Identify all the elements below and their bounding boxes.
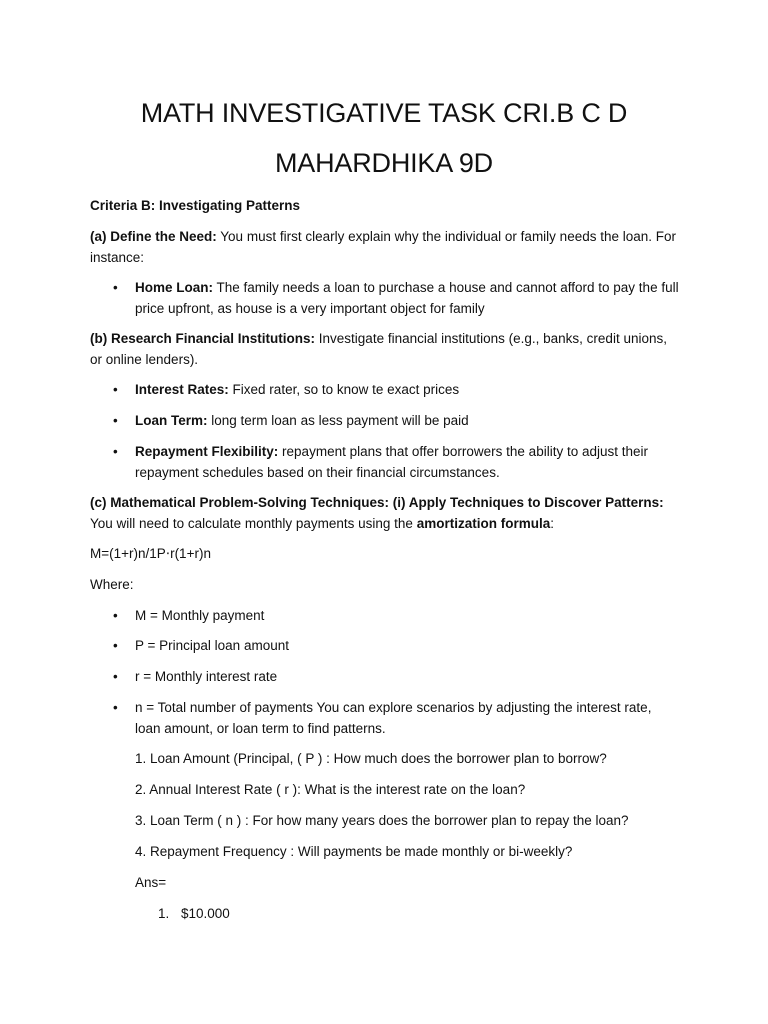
section-a-paragraph bbox=[90, 226, 680, 268]
answer-number: 1. bbox=[158, 906, 170, 921]
bullet-icon: • bbox=[113, 444, 118, 459]
bullet-icon: • bbox=[113, 382, 118, 397]
list-item bbox=[135, 379, 680, 400]
question-4: 4. Repayment Frequency : Will payments be made monthly or bi-weekly? bbox=[135, 844, 573, 859]
loan-term-label: Loan Term: bbox=[135, 413, 208, 428]
list-item: n = Total number of payments You can explore scenarios by adjusting the interest rate, loan amount, or loan term to find patterns. bbox=[135, 700, 652, 736]
formula: M=(1+r)n/1P⋅r(1+r)n bbox=[90, 546, 211, 561]
ans-label: Ans= bbox=[135, 875, 167, 890]
section-b-paragraph bbox=[90, 328, 680, 370]
amortization-formula-term: amortization formula bbox=[416, 516, 551, 531]
document-subtitle: MAHARDHIKA 9D bbox=[275, 148, 493, 178]
question-1: 1. Loan Amount (Principal, ( P ) : How much does the borrower plan to borrow? bbox=[135, 751, 607, 766]
list-item bbox=[135, 410, 680, 431]
bullet-icon: • bbox=[113, 608, 118, 623]
bullet-icon: • bbox=[113, 669, 118, 684]
section-c-label: (c) Mathematical Problem-Solving Techniques: (i) Apply Techniques to Discover Patterns: bbox=[90, 495, 664, 510]
answer-text: $10.000 bbox=[181, 906, 230, 921]
question-3: 3. Loan Term ( n ) : For how many years does the borrower plan to repay the loan? bbox=[135, 813, 629, 828]
section-c-colon: : bbox=[550, 516, 554, 531]
section-b-label: (b) Research Financial Institutions: bbox=[90, 331, 316, 346]
bullet-icon: • bbox=[113, 413, 118, 428]
repayment-flexibility-text: repayment plans that offer borrowers the ability to adjust their repayment schedules based on their financial circumstances. bbox=[135, 444, 648, 480]
home-loan-text: The family needs a loan to purchase a house and cannot afford to pay the full price upfront, as house is a very important object for family bbox=[135, 280, 679, 316]
home-loan-label: Home Loan: bbox=[135, 280, 214, 295]
list-item bbox=[135, 441, 680, 483]
criteria-heading: Criteria B: Investigating Patterns bbox=[90, 198, 301, 213]
list-item: r = Monthly interest rate bbox=[135, 669, 278, 684]
interest-rates-text: Fixed rater, so to know te exact prices bbox=[228, 382, 460, 397]
list-item bbox=[135, 277, 680, 319]
interest-rates-label: Interest Rates: bbox=[135, 382, 229, 397]
section-b-text: Investigate financial institutions (e.g., banks, credit unions, or online lenders). bbox=[90, 331, 667, 367]
section-c-text: You will need to calculate monthly payments using the bbox=[90, 516, 417, 531]
bullet-icon: • bbox=[113, 280, 118, 295]
where-label: Where: bbox=[90, 577, 134, 592]
list-item: M = Monthly payment bbox=[135, 608, 265, 623]
bullet-icon: • bbox=[113, 638, 118, 653]
section-c-paragraph bbox=[90, 492, 680, 534]
bullet-icon: • bbox=[113, 700, 118, 715]
section-a-label: (a) Define the Need: bbox=[90, 229, 217, 244]
question-2: 2. Annual Interest Rate ( r ): What is the interest rate on the loan? bbox=[135, 782, 526, 797]
loan-term-text: long term loan as less payment will be paid bbox=[207, 413, 469, 428]
document-title: MATH INVESTIGATIVE TASK CRI.B C D bbox=[140, 98, 628, 128]
list-item: P = Principal loan amount bbox=[135, 638, 289, 653]
repayment-flexibility-label: Repayment Flexibility: bbox=[135, 444, 279, 459]
section-a-text: You must first clearly explain why the individual or family needs the loan. For instance: bbox=[90, 229, 677, 265]
